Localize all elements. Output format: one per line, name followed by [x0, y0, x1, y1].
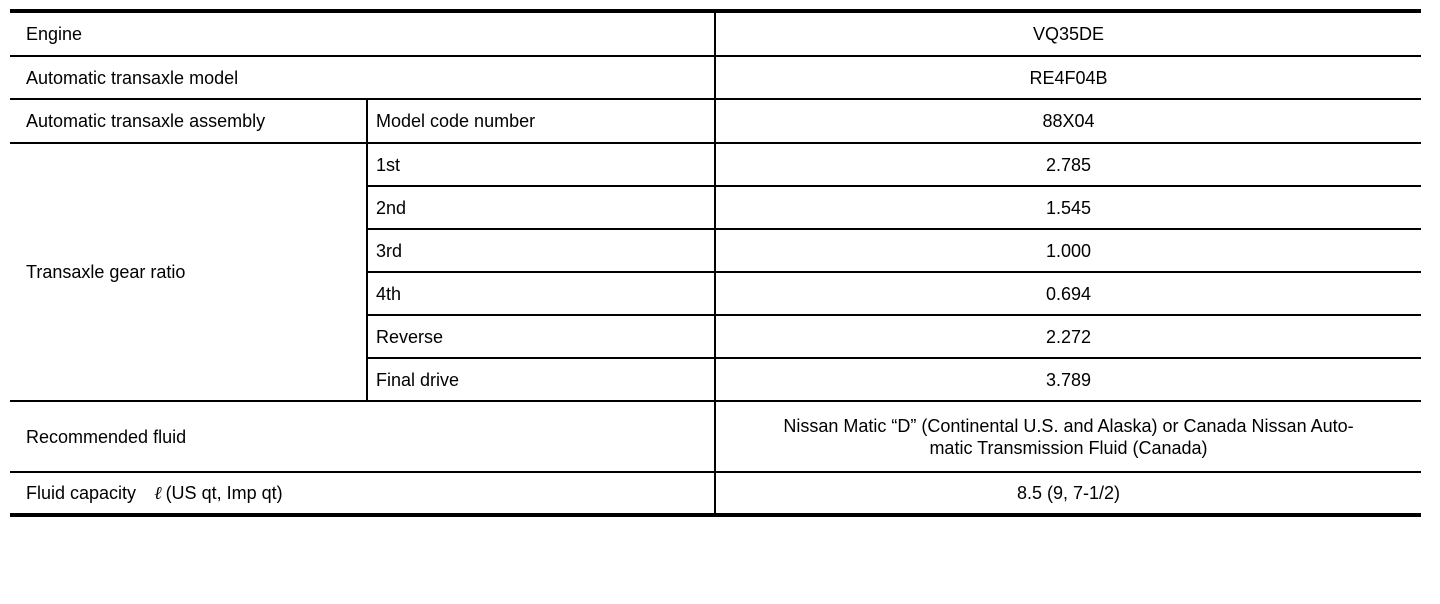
assembly-label: Automatic transaxle assembly: [10, 99, 367, 143]
assembly-value: 88X04: [715, 99, 1421, 143]
gear-value: 1.545: [715, 186, 1421, 229]
fluid-value-line-2: matic Transmission Fluid (Canada): [929, 437, 1208, 458]
gear-value: 0.694: [715, 272, 1421, 315]
capacity-value: 8.5 (9, 7-1/2): [715, 472, 1421, 515]
assembly-sublabel: Model code number: [367, 99, 715, 143]
gear-value: 1.000: [715, 229, 1421, 272]
row-capacity: [10, 472, 1421, 515]
gear-name: 1st: [367, 143, 715, 186]
gear-value: 2.785: [715, 143, 1421, 186]
specifications-table: [10, 9, 1421, 517]
row-engine: [10, 11, 1421, 56]
fluid-value: [715, 401, 1421, 472]
row-assembly: [10, 99, 1421, 143]
gear-name: Final drive: [367, 358, 715, 401]
gear-name: 4th: [367, 272, 715, 315]
gear-name: 2nd: [367, 186, 715, 229]
row-model: [10, 56, 1421, 99]
engine-label: Engine: [10, 11, 715, 56]
model-label: Automatic transaxle model: [10, 56, 715, 99]
capacity-label: Fluid capacity: [26, 482, 137, 503]
capacity-label-cell: [10, 472, 715, 515]
capacity-unit-text: (US qt, Imp qt): [165, 482, 283, 503]
engine-value: VQ35DE: [715, 11, 1421, 56]
row-fluid: [10, 401, 1421, 472]
model-value: RE4F04B: [715, 56, 1421, 99]
fluid-value-line-1: Nissan Matic “D” (Continental U.S. and Alaska) or Canada Nissan Auto-: [783, 415, 1354, 436]
gear-value: 3.789: [715, 358, 1421, 401]
liter-symbol: ℓ: [154, 482, 162, 504]
gear-ratio-label: Transaxle gear ratio: [10, 143, 367, 401]
gear-name: Reverse: [367, 315, 715, 358]
gear-name: 3rd: [367, 229, 715, 272]
fluid-label: Recommended fluid: [10, 401, 715, 472]
row-gear-1st: [10, 143, 1421, 186]
gear-value: 2.272: [715, 315, 1421, 358]
